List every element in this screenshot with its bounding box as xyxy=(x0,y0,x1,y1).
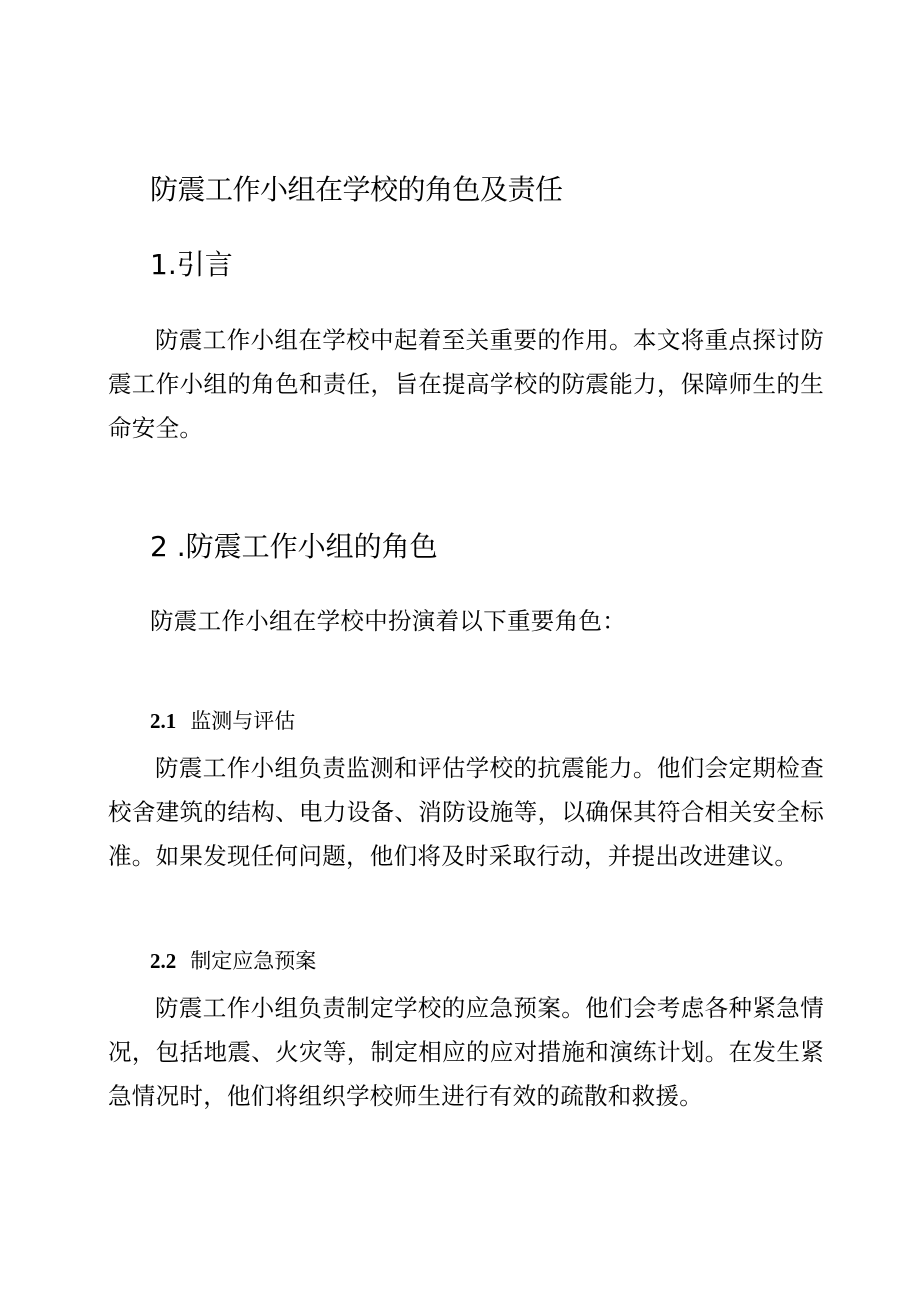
subsection-2-1-number: 2.1 xyxy=(150,709,177,733)
subsection-2-1-heading xyxy=(150,706,295,736)
subsection-2-2-title: 制定应急预案 xyxy=(190,949,317,973)
subsection-2-2-paragraph: 防震工作小组负责制定学校的应急预案。他们会考虑各种紧急情况，包括地震、火灾等，制定相应的应对措施和演练计划。在发生紧急情况时，他们将组织学校师生进行有效的疏散和救援。 xyxy=(108,994,824,1110)
document-title: 防震工作小组在学校的角色及责任 xyxy=(150,173,563,206)
subsection-2-1-title: 监测与评估 xyxy=(190,709,296,733)
subsection-2-2-heading xyxy=(150,946,316,976)
section-1-paragraph: 防震工作小组在学校中起着至关重要的作用。本文将重点探讨防震工作小组的角色和责任，旨在提高学校的防震能力，保障师生的生命安全。 xyxy=(108,326,824,442)
subsection-2-1-paragraph: 防震工作小组负责监测和评估学校的抗震能力。他们会定期检查校舍建筑的结构、电力设备、消防设施等，以确保其符合相关安全标准。如果发现任何问题，他们将及时采取行动，并提出改进建议。 xyxy=(108,754,824,870)
section-2-heading: 2 .防震工作小组的角色 xyxy=(150,530,438,563)
section-2-intro: 防震工作小组在学校中扮演着以下重要角色： xyxy=(150,607,626,635)
subsection-2-2-number: 2.2 xyxy=(150,949,177,973)
section-1-heading: 1.引言 xyxy=(150,248,233,281)
